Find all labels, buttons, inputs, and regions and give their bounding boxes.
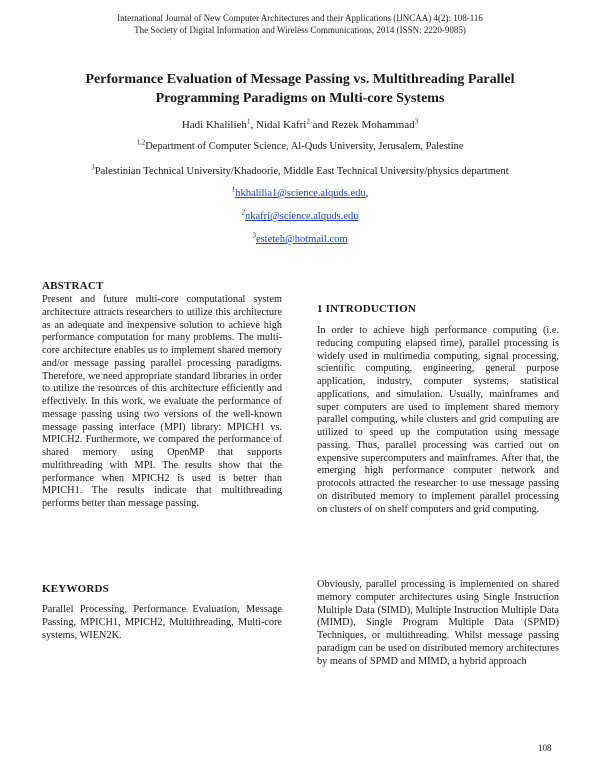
author-list	[0, 118, 600, 132]
affiliation-1	[0, 140, 600, 154]
affiliation-2	[0, 165, 600, 179]
email-3-marker: 3	[252, 231, 256, 240]
author-3-marker: 3	[414, 117, 419, 126]
paper-title-line1: Performance Evaluation of Message Passing vs. Multithreading Parallel	[85, 72, 515, 87]
abstract-text: Present and future multi-core computational system architecture attracts researchers to utilize this architecture as an adequate and inexpensive solution to achieve high performance computation for many problems. The multi-core architecture enables us to implement shared memory and/or message passing parallel processing paradigms. Therefore, we need appropriate standard libraries in order to utilize the resources of this architecture efficiently and effectively. In this work, we evaluate the performance of message passing using two versions of the well-known message passing interface (MPI) library: MPICH1 vs. MPICH2. Furthermore, we compared the performance of shared memory using OpenMP that supports multithreading with MPI. The results show that the performance when MPICH2 is used is better than MPICH1. The results indicate that multithreading performs better than message passing.	[42, 294, 282, 509]
abstract-heading: ABSTRACT	[42, 280, 104, 292]
email-3-link[interactable]: esteteh@hotmail.com	[255, 234, 348, 245]
affiliation-2-marker: 3	[91, 163, 95, 172]
paper-title-line2: Programming Paradigms on Multi-core Systems	[155, 91, 445, 106]
author-1-marker: 1	[246, 117, 251, 126]
author-2-marker: 2	[306, 117, 310, 126]
journal-header-line1: International Journal of New Computer Architectures and their Applications (IJNCAA) 4(2): 108-116	[117, 13, 483, 23]
email-1	[0, 187, 600, 201]
email-3	[0, 233, 600, 247]
affiliation-1-text: Department of Computer Science, Al-Quds University, Jerusalem, Palestine	[145, 141, 464, 152]
introduction-paragraph-2: Obviously, parallel processing is implemented on shared memory computer architectures using Single Instruction Multiple Data (SIMD), Multiple Instruction Multiple Data (MIMD), Single Program Multiple Data (SPMD) Techniques, or multithreading. Whilst message passing paradigm can be used on distributed memory architectures by means of SPMD and MIMD, a hybrid approach	[317, 579, 559, 667]
introduction-heading: 1 INTRODUCTION	[317, 303, 417, 315]
paper-title	[60, 70, 540, 108]
keywords-heading: KEYWORDS	[42, 583, 109, 595]
affiliation-2-text: Palestinian Technical University/Khadoorie, Middle East Technical University/physics department	[94, 166, 509, 177]
keywords-text: Parallel Processing, Performance Evaluation, Message Passing, MPICH1, MPICH2, Multithreading, Multi-core systems, WIEN2K.	[42, 604, 282, 641]
email-1-comma: ,	[365, 188, 369, 199]
introduction-paragraph-1: In order to achieve high performance computing (i.e. reducing computing elapsed time), parallel processing is widely used in multimedia computing, signal processing, scientific computing, engineering, general purpose application, industry, computer systems, statistical applications, and simulation. Usually, mainframes and super computers are used to implement shared memory parallel computing, while clusters and grid computing are utilized to speed up the computation using message passing. Thus, parallel processing was carried out on expensive supercomputers and mainframes. After that, the emerging high performance computer network and protocols attracted the researcher to use message passing on distributed memory to implement parallel processing on clusters of on shelf computers and grid computing.	[317, 325, 559, 515]
author-3-name: and Rezek Mohammad	[309, 119, 415, 131]
email-1-marker: 1	[231, 185, 236, 194]
journal-header-line2: The Society of Digital Information and Wireless Communications, 2014 (ISSN: 2220-9085)	[134, 25, 466, 35]
page-number: 108	[538, 743, 552, 753]
email-1-link[interactable]: hkhalilia1@science.alquds.edu	[235, 188, 366, 199]
email-2-link[interactable]: nkafri@science.alquds.edu	[245, 211, 359, 222]
affiliation-1-marker: 1,2	[136, 138, 146, 147]
author-1-name: Hadi Khalilieh	[181, 119, 247, 131]
journal-header	[0, 12, 600, 36]
author-2-name: , Nidal Kafri	[250, 119, 307, 131]
email-2-marker: 2	[241, 208, 246, 217]
email-2	[0, 210, 600, 224]
